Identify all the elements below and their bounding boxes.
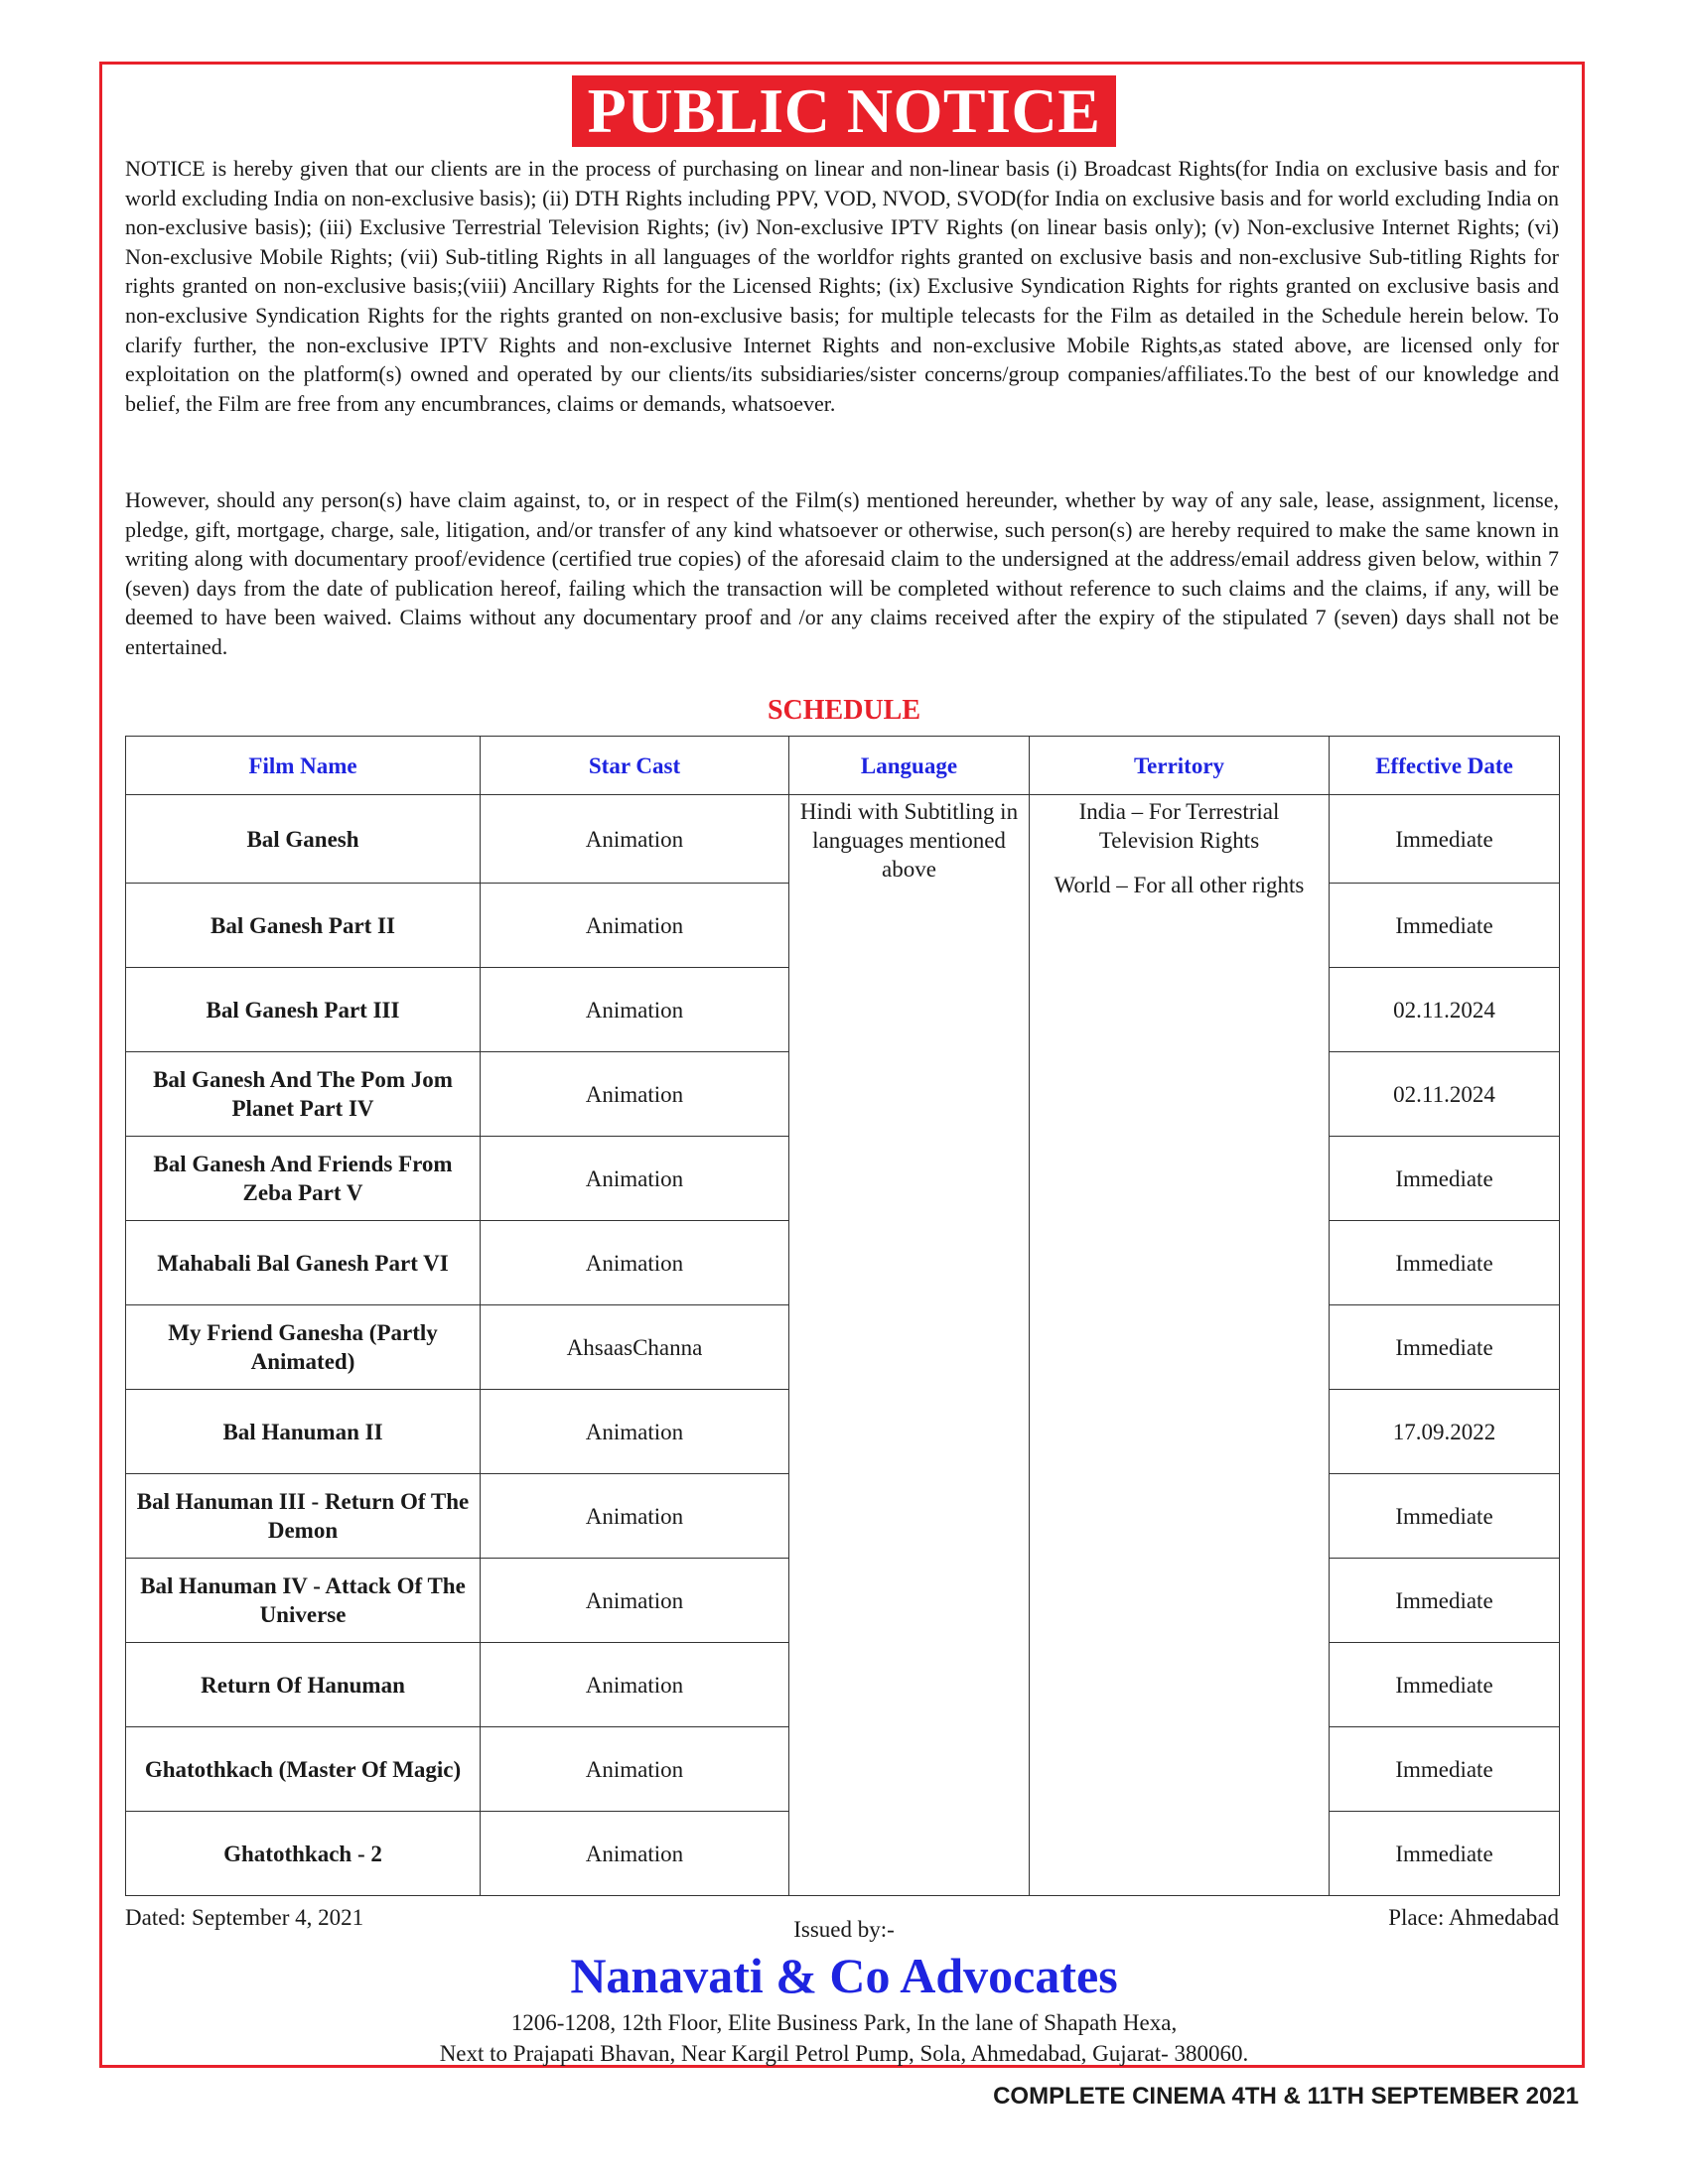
star-cast-cell: Animation <box>481 1137 789 1221</box>
territory-cell <box>1030 795 1330 1896</box>
effective-date-cell: Immediate <box>1330 1221 1560 1305</box>
column-header-effective-date: Effective Date <box>1330 737 1560 795</box>
publication-credit: COMPLETE CINEMA 4TH & 11TH SEPTEMBER 2021 <box>993 2083 1579 2110</box>
star-cast-cell: AhsaasChanna <box>481 1305 789 1390</box>
star-cast-cell: Animation <box>481 1390 789 1474</box>
film-name-cell: Return Of Hanuman <box>126 1643 481 1727</box>
film-name-cell: Bal Ganesh Part III <box>126 968 481 1052</box>
star-cast-cell: Animation <box>481 1474 789 1559</box>
film-name-cell: Bal Hanuman IV - Attack Of The Universe <box>126 1559 481 1643</box>
effective-date-cell: Immediate <box>1330 1643 1560 1727</box>
star-cast-cell: Animation <box>481 1221 789 1305</box>
film-name-cell: Bal Ganesh <box>126 795 481 884</box>
film-name-cell: Bal Hanuman II <box>126 1390 481 1474</box>
address-line-1: 1206-1208, 12th Floor, Elite Business Park, In the lane of Shapath Hexa, <box>510 2010 1178 2035</box>
star-cast-cell: Animation <box>481 1643 789 1727</box>
effective-date-cell: Immediate <box>1330 795 1560 884</box>
star-cast-cell: Animation <box>481 968 789 1052</box>
effective-date-cell: Immediate <box>1330 1727 1560 1812</box>
schedule-table <box>125 736 1560 1896</box>
star-cast-cell: Animation <box>481 1727 789 1812</box>
column-header-language: Language <box>789 737 1030 795</box>
effective-date-cell: Immediate <box>1330 1812 1560 1896</box>
effective-date-cell: Immediate <box>1330 1137 1560 1221</box>
film-name-cell: Ghatothkach (Master Of Magic) <box>126 1727 481 1812</box>
table-header-row <box>126 737 1560 795</box>
address-line-2: Next to Prajapati Bhavan, Near Kargil Petrol Pump, Sola, Ahmedabad, Gujarat- 380060. <box>439 2041 1249 2066</box>
column-header-film-name: Film Name <box>126 737 481 795</box>
film-name-cell: Mahabali Bal Ganesh Part VI <box>126 1221 481 1305</box>
effective-date-cell: Immediate <box>1330 1559 1560 1643</box>
star-cast-cell: Animation <box>481 1559 789 1643</box>
firm-name: Nanavati & Co Advocates <box>570 1948 1118 2003</box>
column-header-star-cast: Star Cast <box>481 737 789 795</box>
language-cell: Hindi with Subtitling in languages mentioned above <box>789 795 1030 1896</box>
effective-date-cell: 17.09.2022 <box>1330 1390 1560 1474</box>
territory-spacer <box>1038 855 1321 871</box>
notice-paragraph-2: However, should any person(s) have claim against, to, or in respect of the Film(s) mentioned hereunder, whether by way of any sale, lease, assignment, license, pledge, gift, mortgage, charge, sale, litigation, and/or transfer of any kind whatsoever or otherwise, such person(s) are hereby required to make the same known in writing along with documentary proof/evidence (certified true copies) of the aforesaid claim to the undersigned at the address/email address given below, within 7 (seven) days from the date of publication hereof, failing which the transaction will be completed without reference to such claims and the claims, if any, will be deemed to have been waived. Claims without any documentary proof and /or any claims received after the expiry of the stipulated 7 (seven) days shall not be entertained. <box>125 487 1559 659</box>
star-cast-cell: Animation <box>481 1812 789 1896</box>
table-row <box>126 795 1560 884</box>
effective-date-cell: Immediate <box>1330 1305 1560 1390</box>
film-name-cell: Ghatothkach - 2 <box>126 1812 481 1896</box>
place-text: Place: Ahmedabad <box>1388 1905 1559 1930</box>
effective-date-cell: Immediate <box>1330 884 1560 968</box>
effective-date-cell: Immediate <box>1330 1474 1560 1559</box>
title-container <box>0 75 1688 147</box>
page-title: PUBLIC NOTICE <box>572 75 1117 147</box>
schedule-heading: SCHEDULE <box>767 695 921 726</box>
effective-date-cell: 02.11.2024 <box>1330 968 1560 1052</box>
territory-world: World – For all other rights <box>1054 873 1305 897</box>
issued-by-text: Issued by:- <box>793 1917 895 1942</box>
film-name-cell: Bal Ganesh And The Pom Jom Planet Part IV <box>126 1052 481 1137</box>
star-cast-cell: Animation <box>481 1052 789 1137</box>
film-name-cell: Bal Ganesh And Friends From Zeba Part V <box>126 1137 481 1221</box>
effective-date-cell: 02.11.2024 <box>1330 1052 1560 1137</box>
film-name-cell: Bal Hanuman III - Return Of The Demon <box>126 1474 481 1559</box>
dated-text: Dated: September 4, 2021 <box>125 1905 364 1930</box>
film-name-cell: My Friend Ganesha (Partly Animated) <box>126 1305 481 1390</box>
territory-india: India – For Terrestrial Television Rights <box>1078 799 1280 853</box>
notice-paragraph-1: NOTICE is hereby given that our clients are in the process of purchasing on linear and non-linear basis (i) Broadcast Rights(for India on exclusive basis and for world excluding India on non-exclusive basis); (ii) DTH Rights including PPV, VOD, NVOD, SVOD(for India on exclusive basis and for world excluding India on non-exclusive basis); (iii) Exclusive Terrestrial Television Rights; (iv) Non-exclusive IPTV Rights (on linear basis only); (v) Non-exclusive Internet Rights; (vi) Non-exclusive Mobile Rights; (vii) Sub-titling Rights in all languages of the worldfor rights granted on exclusive basis and non-exclusive Sub-titling Rights for rights granted on non-exclusive basis;(viii) Ancillary Rights for the Licensed Rights; (ix) Exclusive Syndication Rights for rights granted on exclusive basis and non-exclusive Syndication Rights for the rights granted on non-exclusive basis; for multiple telecasts for the Film as detailed in the Schedule herein below. To clarify further, the non-exclusive IPTV Rights and non-exclusive Internet Rights and non-exclusive Mobile Rights,as stated above, are licensed only for exploitation on the platform(s) owned and operated by our clients/its subsidiaries/sister concerns/group companies/affiliates.To the best of our knowledge and belief, the Film are free from any encumbrances, claims or demands, whatsoever. <box>125 156 1559 416</box>
film-name-cell: Bal Ganesh Part II <box>126 884 481 968</box>
column-header-territory: Territory <box>1030 737 1330 795</box>
star-cast-cell: Animation <box>481 884 789 968</box>
firm-address <box>0 2007 1688 2069</box>
star-cast-cell: Animation <box>481 795 789 884</box>
